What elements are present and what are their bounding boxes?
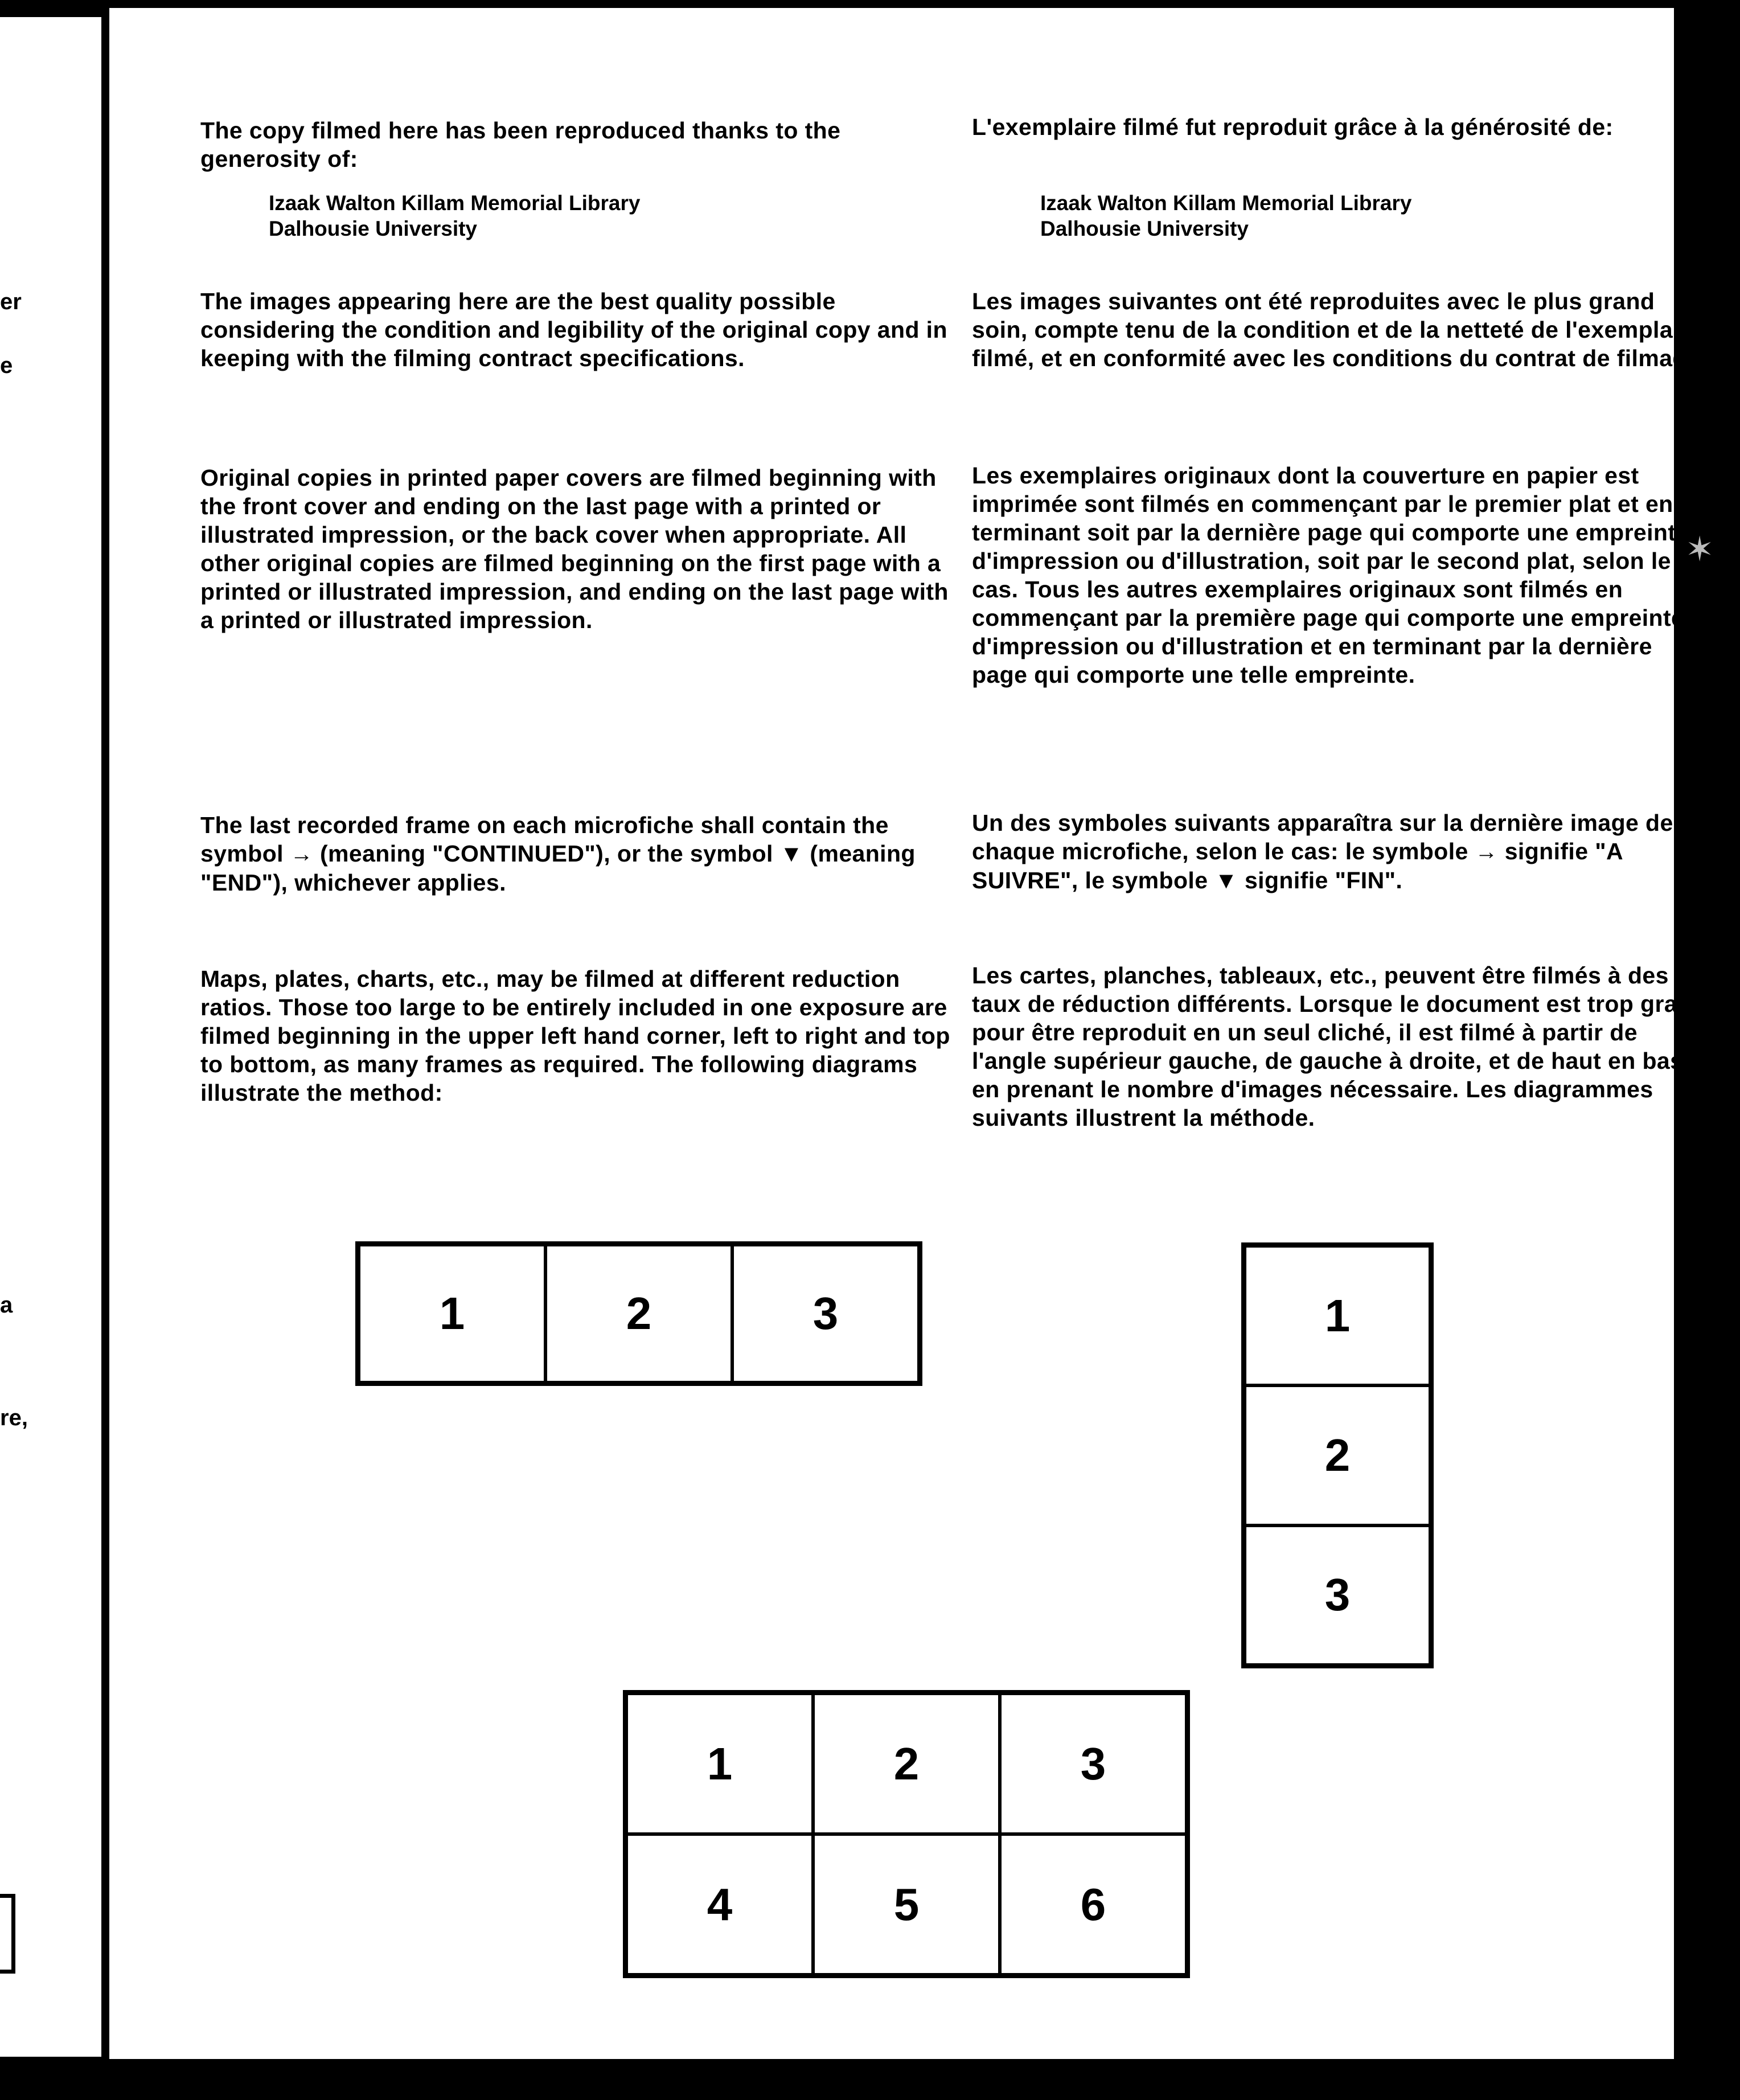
vertical-frame-diagram — [1241, 1242, 1434, 1668]
university-name: Dalhousie University — [1040, 217, 1249, 240]
intro-text: L'exemplaire filmé fut reproduit grâce à la générosité de: — [972, 114, 1614, 140]
symbols-paragraph — [200, 811, 963, 897]
prev-page-fragment: a — [0, 1293, 13, 1318]
diagram-cell: 3 — [1245, 1525, 1430, 1665]
prev-page-fragment: e — [0, 353, 13, 378]
continued-arrow-icon: → — [1475, 839, 1498, 864]
covers-paragraph: Original copies in printed paper covers are filmed beginning with the front cover and ending on the last page with a printed or illustrated impression, or the back cover when appropriate. All other original copies are filmed beginning on the first page with a printed or illustrated impression, and ending on the last page with a printed or illustrated impression. — [200, 465, 949, 633]
previous-page-edge — [0, 17, 101, 2057]
symbols-text: signifie "FIN". — [1244, 867, 1403, 893]
diagram-cell: 4 — [626, 1834, 813, 1975]
end-triangle-icon: ▼ — [1214, 867, 1238, 893]
end-triangle-icon: ▼ — [779, 840, 803, 867]
scan-artifact-mark: ✶ — [1685, 530, 1714, 568]
symbols-text: (meaning "END"), whichever applies. — [200, 840, 916, 896]
quality-paragraph: The images appearing here are the best quality possible considering the condition and legibility of the original copy and in keeping with the filming contract specifications. — [200, 288, 947, 371]
diagram-cell: 2 — [1245, 1385, 1430, 1525]
document-page — [109, 8, 1707, 2059]
symbols-text: Un des symboles suivants apparaîtra sur la dernière image de chaque microfiche, selon le cas: le symbole — [972, 810, 1673, 864]
prev-page-bracket — [0, 1894, 15, 1974]
quality-paragraph: Les images suivantes ont été reproduites avec le plus grand soin, compte tenu de la condition et de la netteté de l'exemplaire filmé, et en conformité avec les conditions du contrat de filmage. — [972, 288, 1707, 371]
symbols-text: signifie "A SUIVRE", le symbole — [972, 838, 1623, 893]
maps-paragraph: Les cartes, planches, tableaux, etc., peuvent être filmés à des taux de réduction différents. Lorsque le document est trop grand pour être reproduit en un seul cliché, il est filmé à partir de l'angle supérieur gauche, de gauche à droite, et de haut en bas, en prenant le nombre d'images nécessaire. Les diagrammes suivants illustrent la méthode. — [972, 962, 1706, 1131]
library-name: Izaak Walton Killam Memorial Library — [1040, 191, 1412, 215]
symbols-text: (meaning "CONTINUED"), or the symbol — [319, 840, 773, 867]
continued-arrow-icon: → — [290, 842, 314, 867]
french-column — [972, 8, 1712, 1204]
symbols-paragraph — [972, 809, 1712, 895]
diagram-cell: 1 — [1245, 1246, 1430, 1385]
library-name: Izaak Walton Killam Memorial Library — [269, 191, 641, 215]
diagram-cell: 1 — [626, 1693, 813, 1834]
prev-page-fragment: re, — [0, 1405, 28, 1430]
diagram-cell: 3 — [1000, 1693, 1187, 1834]
diagram-cell: 1 — [359, 1245, 545, 1383]
covers-paragraph: Les exemplaires originaux dont la couverture en papier est imprimée sont filmés en commençant par le premier plat et en terminant soit par la dernière page qui comporte une empreinte d'impression ou d'illustration, soit par le second plat, selon le cas. Tous les autres exemplaires originaux sont filmés en commençant par la première page qui comporte une empreinte d'impression ou d'illustration et en terminant par la dernière page qui comporte une telle empreinte. — [972, 462, 1689, 688]
credit-block — [972, 190, 1712, 241]
prev-page-fragment: er — [0, 289, 22, 314]
horizontal-frame-diagram — [355, 1241, 922, 1386]
intro-text: The copy filmed here has been reproduced thanks to the generosity of: — [200, 117, 841, 172]
diagram-cell: 5 — [813, 1834, 1000, 1975]
symbols-text: The last recorded frame on each microfiche shall contain the symbol — [200, 812, 889, 867]
diagram-cell: 6 — [1000, 1834, 1187, 1975]
diagram-cell: 3 — [732, 1245, 919, 1383]
credit-block — [200, 190, 963, 241]
diagram-cell: 2 — [813, 1693, 1000, 1834]
diagram-cell: 2 — [545, 1245, 732, 1383]
maps-paragraph: Maps, plates, charts, etc., may be filmed at different reduction ratios. Those too large to be entirely included in one exposure are filmed beginning in the upper left hand corner, left to right and top to bottom, as many frames as required. The following diagrams illustrate the method: — [200, 966, 950, 1106]
grid-frame-diagram — [623, 1690, 1190, 1978]
english-column — [200, 8, 963, 1204]
university-name: Dalhousie University — [269, 217, 478, 240]
